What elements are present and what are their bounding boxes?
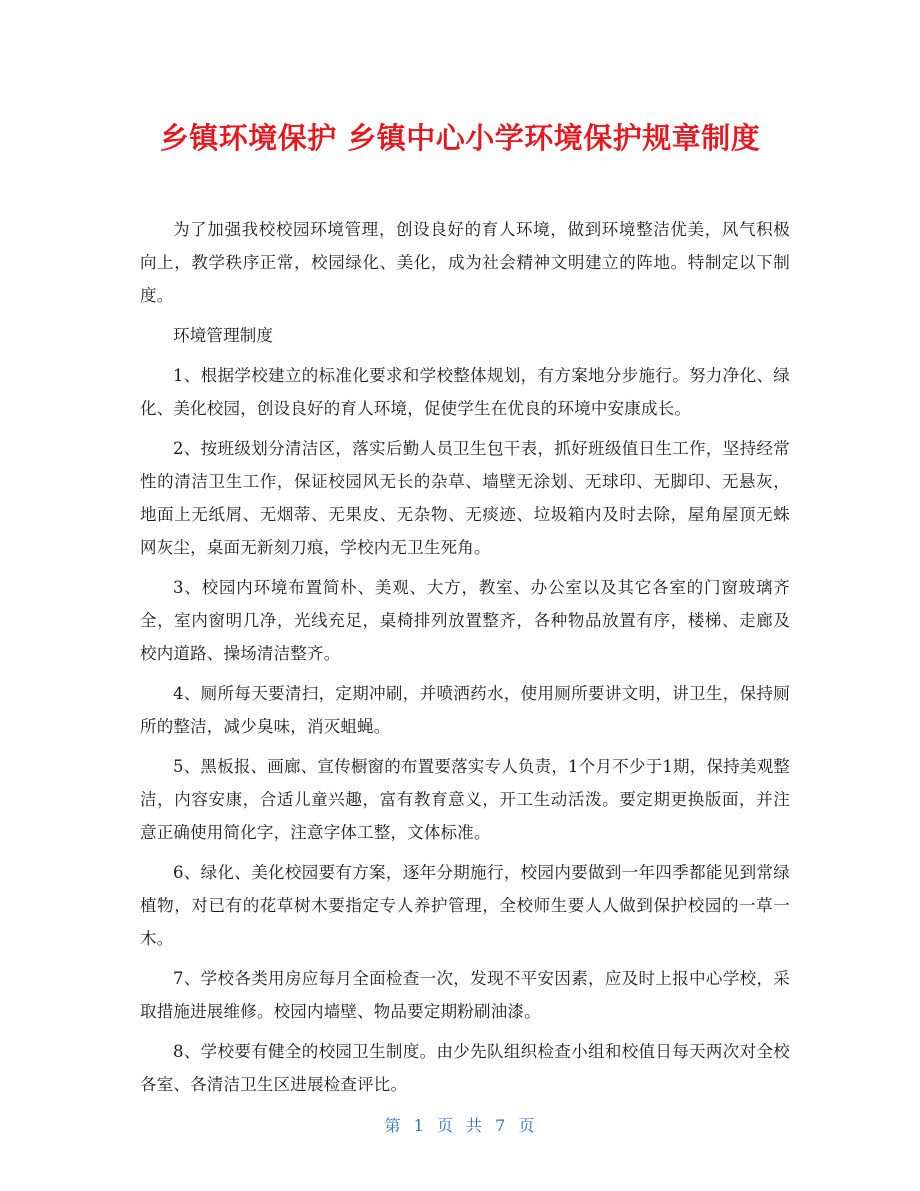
footer-current-page: 1 xyxy=(413,1116,425,1135)
intro-paragraph: 为了加强我校校园环境管理，创设良好的育人环境，做到环境整洁优美，风气积极向上，教学秩序正常，校园绿化、美化，成为社会精神文明建立的阵地。特制定以下制度。 xyxy=(140,220,790,305)
rule-paragraph-8: 8、学校要有健全的校园卫生制度。由少先队组织检查小组和校值日每天两次对全校各室、各清洁卫生区进展检查评比。 xyxy=(140,1042,790,1094)
page-footer xyxy=(0,1113,920,1136)
footer-suffix: 页 xyxy=(518,1116,536,1135)
rule-paragraph-6: 6、绿化、美化校园要有方案，逐年分期施行，校园内要做到一年四季都能见到常绿植物，对已有的花草树木要指定专人养护管理，全校师生要人人做到保护校园的一草一木。 xyxy=(140,863,790,948)
footer-total-pages: 7 xyxy=(495,1116,507,1135)
section-heading: 环境管理制度 xyxy=(173,326,274,345)
rule-paragraph-4: 4、厕所每天要清扫，定期冲刷，并喷洒药水，使用厕所要讲文明，讲卫生，保持厕所的整洁，减少臭味，消灭蛆蝇。 xyxy=(140,684,790,736)
footer-prefix: 第 xyxy=(384,1116,402,1135)
footer-page-word: 页 xyxy=(436,1116,454,1135)
rule-paragraph-3: 3、校园内环境布置简朴、美观、大方，教室、办公室以及其它各室的门窗玻璃齐全，室内窗明几净，光线充足，桌椅排列放置整齐，各种物品放置有序，楼梯、走廊及校内道路、操场清洁整齐。 xyxy=(140,578,790,663)
page-title: 乡镇环境保护 乡镇中心小学环境保护规章制度 xyxy=(159,121,761,155)
document-body xyxy=(140,213,790,1108)
footer-total-word: 共 xyxy=(466,1116,484,1135)
rule-paragraph-1: 1、根据学校建立的标准化要求和学校整体规划，有方案地分步施行。努力净化、绿化、美化校园，创设良好的育人环境，促使学生在优良的环境中安康成长。 xyxy=(140,366,790,418)
rule-paragraph-5: 5、黑板报、画廊、宣传橱窗的布置要落实专人负责，1个月不少于1期，保持美观整洁，内容安康，合适儿童兴趣，富有教育意义，开工生动活泼。要定期更换版面，并注意正确使用简化字，注意字体工整，文体标准。 xyxy=(140,757,790,842)
rule-paragraph-2: 2、按班级划分清洁区，落实后勤人员卫生包干表，抓好班级值日生工作，坚持经常性的清洁卫生工作，保证校园风无长的杂草、墙壁无涂划、无球印、无脚印、无悬灰，地面上无纸屑、无烟蒂、无果皮、无杂物、无痰迹、垃圾箱内及时去除，屋角屋顶无蛛网灰尘，桌面无新刻刀痕，学校内无卫生死角。 xyxy=(140,439,790,557)
rule-paragraph-7: 7、学校各类用房应每月全面检查一次，发现不平安因素，应及时上报中心学校，采取措施进展维修。校园内墙壁、物品要定期粉刷油漆。 xyxy=(140,969,790,1021)
